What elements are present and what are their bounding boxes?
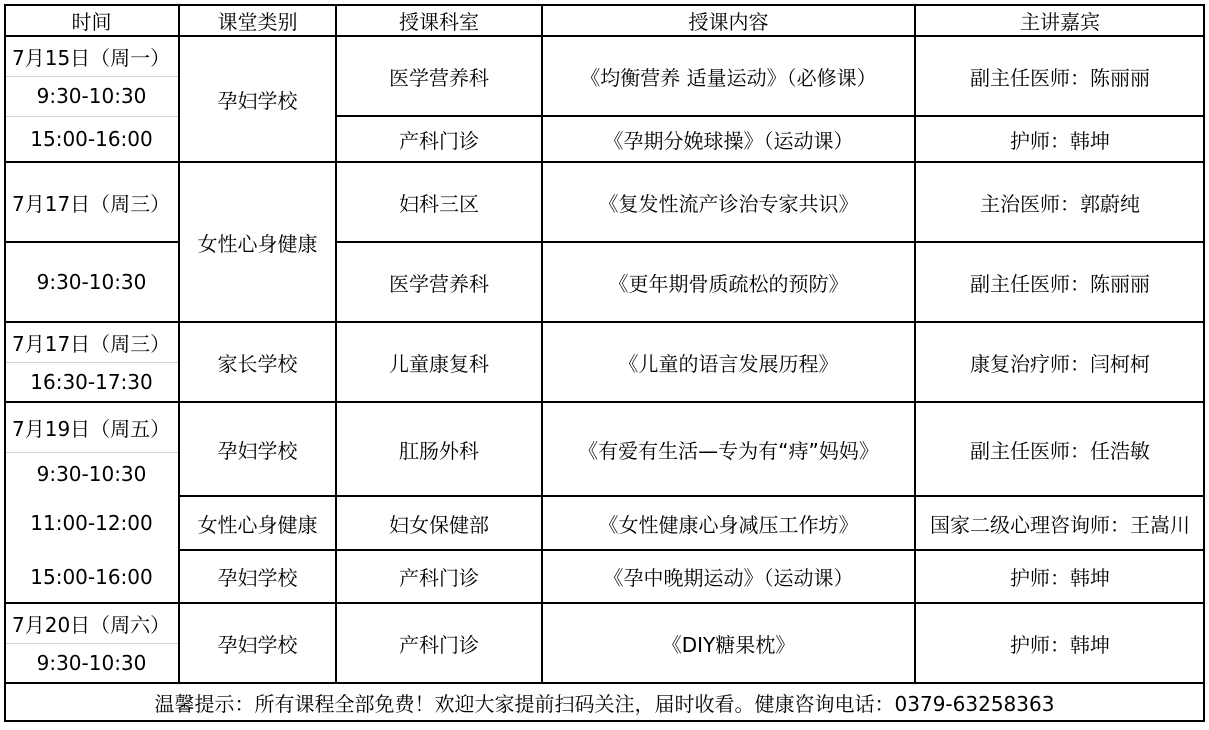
row-divider (336, 115, 1205, 117)
footer-notice: 温馨提示：所有课程全部免费！欢迎大家提前扫码关注，届时收看。健康咨询电话：0379-63258363 (154, 691, 1055, 716)
speaker-cell: 主治医师：郭蔚纯 (980, 191, 1140, 216)
header-category: 课堂类别 (217, 9, 298, 34)
row-divider (4, 602, 1205, 604)
table-border (1203, 4, 1205, 722)
category-cell: 女性心身健康 (197, 512, 318, 537)
content-cell: 《女性健康心身减压工作坊》 (598, 512, 859, 537)
time-slot-cell: 15:00-16:00 (30, 127, 153, 151)
category-cell: 女性心身健康 (197, 231, 318, 256)
row-divider (4, 401, 1205, 403)
department-cell: 妇科三区 (399, 191, 479, 216)
content-cell: 《更年期骨质疏松的预防》 (608, 271, 849, 296)
grid-line (4, 643, 179, 644)
department-cell: 产科门诊 (399, 128, 479, 153)
date-cell: 7月19日（周五） (12, 416, 171, 441)
table-border (4, 4, 6, 722)
category-cell: 家长学校 (217, 351, 298, 376)
category-cell: 孕妇学校 (217, 438, 298, 463)
row-divider (4, 241, 179, 243)
header-department: 授课科室 (399, 9, 479, 34)
time-slot-cell: 9:30-10:30 (36, 462, 147, 486)
column-divider (541, 4, 543, 683)
category-cell: 孕妇学校 (217, 88, 298, 113)
grid-line (4, 76, 179, 77)
row-divider (179, 495, 1205, 497)
category-cell: 孕妇学校 (217, 566, 298, 590)
content-cell: 《有爱有生活—专为有“痔”妈妈》 (578, 438, 879, 463)
department-cell: 医学营养科 (389, 271, 489, 296)
column-divider (335, 4, 337, 683)
department-cell: 肛肠外科 (399, 438, 479, 463)
time-slot-cell: 11:00-12:00 (30, 511, 153, 535)
speaker-cell: 副主任医师：任浩敏 (970, 438, 1150, 463)
row-divider (179, 549, 1205, 551)
header-time: 时间 (71, 9, 112, 34)
table-border (4, 4, 1205, 6)
time-slot-cell: 15:00-16:00 (30, 564, 153, 589)
time-slot-cell: 9:30-10:30 (36, 84, 147, 108)
content-cell: 《DIY糖果枕》 (661, 632, 796, 657)
department-cell: 医学营养科 (389, 65, 489, 90)
speaker-cell: 护师：韩坤 (1010, 566, 1110, 590)
row-divider (4, 35, 1205, 37)
date-cell: 7月20日（周六） (12, 612, 171, 637)
date-cell: 7月17日（周三） (12, 331, 171, 356)
row-divider (4, 682, 1205, 684)
speaker-cell: 副主任医师：陈丽丽 (970, 271, 1150, 296)
department-cell: 儿童康复科 (389, 351, 489, 376)
row-divider (4, 321, 1205, 323)
content-cell: 《复发性流产诊治专家共识》 (598, 191, 859, 216)
header-content: 授课内容 (688, 9, 769, 34)
content-cell: 《孕中晚期运动》（运动课） (603, 566, 854, 590)
speaker-cell: 国家二级心理咨询师：王嵩川 (930, 512, 1190, 537)
category-cell: 孕妇学校 (217, 632, 298, 657)
speaker-cell: 护师：韩坤 (1010, 128, 1110, 153)
date-cell: 7月15日（周一） (12, 45, 171, 70)
row-divider (4, 161, 1205, 163)
speaker-cell: 护师：韩坤 (1010, 632, 1110, 657)
speaker-cell: 副主任医师：陈丽丽 (970, 65, 1150, 90)
grid-line (4, 116, 179, 117)
time-slot-cell: 9:30-10:30 (36, 651, 147, 675)
grid-line (4, 452, 179, 453)
content-cell: 《均衡营养 适量运动》（必修课） (580, 65, 877, 90)
table-border (4, 720, 1205, 722)
speaker-cell: 康复治疗师：闫柯柯 (970, 351, 1150, 376)
department-cell: 产科门诊 (399, 566, 479, 590)
time-slot-cell: 9:30-10:30 (36, 270, 147, 294)
row-divider (336, 241, 1205, 243)
header-speaker: 主讲嘉宾 (1020, 9, 1100, 34)
date-cell: 7月17日（周三） (12, 191, 171, 216)
content-cell: 《儿童的语言发展历程》 (618, 351, 839, 376)
column-divider (914, 4, 916, 683)
content-cell: 《孕期分娩球操》（运动课） (603, 128, 854, 153)
grid-line (4, 362, 179, 363)
column-divider (178, 4, 180, 683)
department-cell: 产科门诊 (399, 632, 479, 657)
time-slot-cell: 16:30-17:30 (30, 370, 153, 394)
department-cell: 妇女保健部 (389, 512, 489, 537)
